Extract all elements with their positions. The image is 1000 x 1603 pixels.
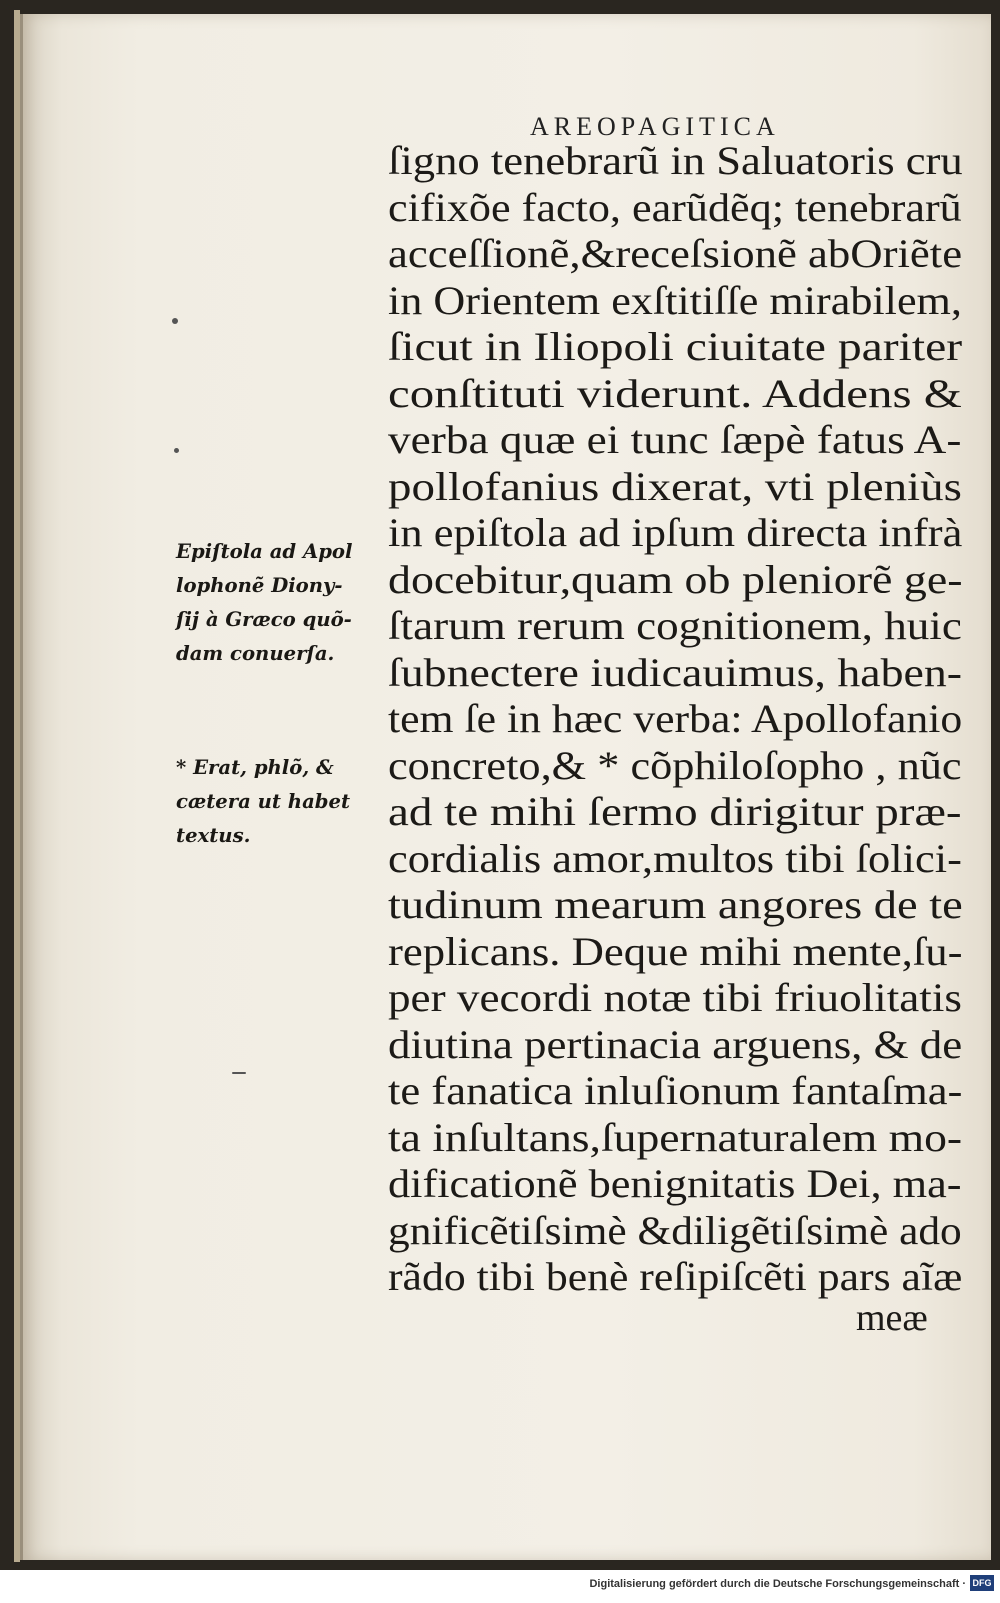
- dfg-logo-icon: DFG: [970, 1575, 994, 1591]
- margin-note-line: dam conuerſa.: [176, 641, 335, 665]
- text-line: per vecordi notæ tibi friuolitatis: [388, 975, 962, 1020]
- margin-note-line: ſij à Græco quõ-: [176, 607, 352, 631]
- ink-speck: [172, 318, 178, 324]
- text-line: ſubnectere iudicauimus, haben-: [388, 649, 963, 695]
- margin-note-erat: [176, 750, 388, 852]
- margin-note-line: textus.: [176, 823, 251, 847]
- text-line: replicans. Deque mihi mente,ſu-: [388, 928, 963, 974]
- text-line: diutina pertinacia arguens, & de: [388, 1021, 963, 1067]
- text-line: ta inſultans,ſupernaturalem mo-: [388, 1114, 963, 1160]
- text-line: te fanatica inluſionum fantaſma-: [388, 1068, 963, 1113]
- text-line: rãdo tibi benè reſipiſcẽti pars aĩæ: [388, 1254, 963, 1299]
- text-line: acceſſionẽ,&receſsionẽ abOriẽte: [388, 231, 963, 276]
- text-line: pollofanius dixerat, vti pleniùs: [388, 463, 962, 509]
- text-line: ſtarum rerum cognitionem, huic: [388, 603, 962, 648]
- body-text: [388, 138, 968, 1301]
- text-line: cordialis amor,multos tibi ſolici-: [388, 835, 962, 881]
- catchword: meæ: [856, 1297, 928, 1339]
- margin-note-line: * Erat, phlõ, &: [176, 755, 334, 779]
- text-line: ſigno tenebrarũ in Saluatoris cru: [388, 138, 963, 183]
- footer-bar: [0, 1570, 1000, 1603]
- text-line: cifixõe facto, earũdẽq; tenebrarũ: [388, 184, 962, 230]
- text-line: gnificẽtiſsimè &diligẽtiſsimè ado: [388, 1207, 962, 1253]
- ink-speck: [232, 1072, 246, 1074]
- text-line: concreto,& * cõphiloſopho , nũc: [388, 742, 962, 788]
- margin-note-line: Epiſtola ad Apol: [176, 539, 353, 563]
- text-line: dificationẽ benignitatis Dei, ma-: [388, 1161, 962, 1206]
- text-line: tem ſe in hæc verba: Apollofanio: [388, 696, 963, 741]
- margin-note-epistola: [176, 534, 388, 670]
- text-line: verba quæ ei tunc ſæpè fatus A-: [388, 417, 962, 462]
- text-line: docebitur,quam ob pleniorẽ ge-: [388, 556, 963, 602]
- margin-note-line: lophonẽ Diony-: [176, 573, 343, 597]
- text-line: tudinum mearum angores de te: [388, 882, 963, 927]
- ink-speck: [174, 448, 179, 453]
- running-head: AREOPAGITICA: [530, 112, 780, 141]
- text-line: in epiſtola ad ipſum directa infrà: [388, 510, 963, 555]
- text-line: conſtituti viderunt. Addens &: [388, 370, 962, 416]
- text-line: ſicut in Iliopoli ciuitate pariter: [388, 324, 963, 369]
- text-line: ad te mihi ſermo dirigitur præ-: [388, 789, 962, 834]
- footer-credit: Digitalisierung gefördert durch die Deutsche Forschungsgemeinschaft ·: [589, 1578, 966, 1590]
- text-line: in Orientem exſtitiſſe mirabilem,: [388, 277, 962, 323]
- margin-note-line: cætera ut habet: [176, 789, 351, 813]
